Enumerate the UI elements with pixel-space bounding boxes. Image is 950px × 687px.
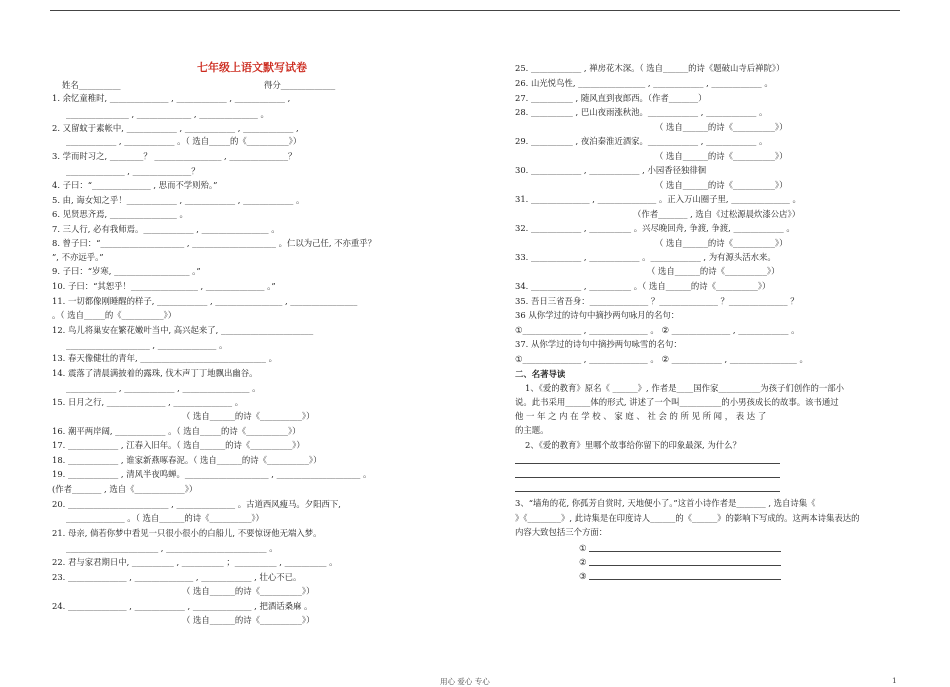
right-line: 27. __________ , 随风直到夜郎西。（作者_______） (515, 93, 707, 103)
page-number: 1 (892, 676, 897, 685)
left-line: 8. 曾子曰：“____________________ , ____________________ 。仁以为己任, 不亦重乎？ (52, 238, 377, 248)
left-line: 20. ________________________ , ______________ 。古道西风瘦马。夕阳西下, (52, 499, 341, 509)
left-line: （ 选自______的诗《__________》） (182, 586, 315, 596)
answer-line[interactable] (515, 477, 780, 478)
left-line: (作者_______ , 选自《____________》） (52, 484, 198, 494)
right-line: 35. 吾日三省吾身：______________ ？______________ ？______________ ？ (515, 296, 799, 306)
list-marker: ② (579, 557, 587, 567)
answer-line[interactable] (589, 551, 781, 552)
right-line: 32. ____________ , __________ 。兴尽晚回舟, 争渡, 争渡, ____________ 。 (515, 223, 795, 233)
list-marker: ③ (579, 571, 587, 581)
right-line: 25. ____________ , 禅房花木深。（ 选自______的诗《题破山寺后禅院》） (515, 63, 785, 73)
right-line: ①______________ , ______________ 。 ② ____________ , ________________ 。 (515, 354, 808, 364)
right-line: 》《________》, 此诗集是在印度诗人______的《______》的影响下写成的。这两本诗集表达的 (515, 513, 860, 523)
left-line: 7. 三人行, 必有我师焉。____________ , ________________ 。 (52, 224, 280, 234)
right-line: （ 选自______的诗《__________》） (647, 266, 780, 276)
right-line: （ 选自______的诗《__________》） (655, 238, 788, 248)
left-line: 23. ______________ , ______________ , ____________ , 壮心不已。 (52, 572, 302, 582)
right-line: 33. ____________ , ____________ 。____________ , 为有源头活水来。 (515, 252, 776, 262)
left-line: 18. ____________ , 谁家新燕啄春泥。（ 选自______的诗《__________》） (52, 455, 322, 465)
right-line: 的主题。 (515, 425, 549, 435)
right-line: 28. __________ , 巴山夜雨涨秋池。____________ , ____________ 。 (515, 107, 768, 117)
left-line: 19. ____________ , 清风半夜鸣蝉。____________________ , ____________________ 。 (52, 469, 372, 479)
right-line: 2、《爱的教育》里哪个故事给你留下的印象最深, 为什么？ (525, 440, 741, 450)
left-line: ____________ , ____________ 。（ 选自_____的《__________》） (66, 136, 302, 146)
left-line: 12. 鸟儿将巢安在繁花嫩叶当中, 高兴起来了, ______________________ (52, 325, 314, 335)
left-line: 24. ______________ , ____________ , ______________ , 把酒话桑麻 。 (52, 601, 313, 611)
left-line: ____________ , ____________ , ________________ 。 (66, 383, 261, 393)
right-line: 3、“墙角的花, 你孤芳自赏时, 天地便小了。”这首小诗作者是_______ , 选自诗集《 (515, 498, 816, 508)
left-line: （ 选自______的诗《__________》） (182, 411, 315, 421)
left-line: 10. 子曰：“其恕乎！________________ , ______________ 。” (52, 281, 276, 291)
right-line: 26. 山光悦鸟性, ________________ , ____________ , ____________ 。 (515, 78, 773, 88)
right-line: 29. __________ , 夜泊秦淮近酒家。____________ , ____________ 。 (515, 136, 768, 146)
answer-line[interactable] (589, 579, 781, 580)
left-line: 11. 一切都像刚睡醒的样子, ____________ , ________________ , ________________ (52, 296, 358, 306)
right-line: 说。此书采用______体的形式, 讲述了一个叫__________的小男孩成长的故事。该书通过 (515, 397, 839, 407)
left-line: 16. 潮平两岸阔, ____________ 。（ 选自_____的诗《__________》） (52, 426, 301, 436)
left-line: ______________ 。（ 选自______的诗《__________》） (66, 513, 264, 523)
left-line: ______________ , ______________？ (66, 166, 200, 176)
left-line: 21. 母亲, 倘若你梦中看见一只很小很小的白船儿, 不要惊讶他无端入梦。 (52, 528, 322, 538)
left-line: 3. 学而时习之, ________？ ________________ , ______________？ (52, 151, 297, 161)
left-line: 9. 子曰：“岁寒, __________________ 。” (52, 266, 201, 276)
name-label: 姓名__________ (62, 80, 121, 90)
top-rule (50, 10, 900, 11)
right-line: （ 选自______的诗《__________》） (655, 122, 788, 132)
left-line: ______________________ , ________________________ 。 (66, 543, 278, 553)
left-line: ”, 不亦远乎。” (52, 252, 104, 262)
right-line: 他 一 年 之 内 在 学 校 、 家 庭 、 社 会 的 所 见 所 闻 ， 表 达 了 (515, 411, 767, 421)
right-line: 36 从你学过的诗句中摘抄两句咏月的名句： (515, 310, 680, 320)
left-line: 22. 君与家君期日中, __________ , __________ ；__________ , __________ 。 (52, 557, 338, 567)
left-line: 17. ____________ , 江春入旧年。（ 选自______的诗《__________》） (52, 440, 305, 450)
right-line: 内容大致包括三个方面： (515, 527, 608, 537)
right-line: （作者_______ , 选自《过松源晨炊漆公店》） (633, 209, 801, 219)
page-title: 七年级上语文默写试卷 (197, 61, 307, 74)
left-line: 6. 见贤思齐焉, ________________ 。 (52, 209, 188, 219)
right-line: 30. ____________ , ____________ , 小园香径独徘徊 (515, 165, 707, 175)
left-line: 4. 子曰：“______________ , 思而不学则殆。” (52, 180, 218, 190)
footer-text: 用心 爱心 专心 (440, 677, 490, 686)
section-heading: 二、名著导读 (515, 369, 566, 379)
right-line: 31. ______________ , ______________ 。正入万山圈子里, ______________ 。 (515, 194, 801, 204)
answer-line[interactable] (589, 565, 781, 566)
left-line: _______________ , _____________ , ______________ 。 (66, 109, 269, 119)
left-line: 。（ 选自_____的《__________》） (52, 310, 177, 320)
left-line: 15. 日月之行, ______________ , ______________ 。 (52, 397, 244, 407)
left-line: 2. 又留蚊于素帐中, ____________ , ____________ , ____________ , (52, 123, 299, 133)
list-marker: ① (579, 543, 587, 553)
left-line: （ 选自______的诗《__________》） (182, 615, 315, 625)
right-line: 34. ____________ , __________ 。（ 选自______的诗《__________》） (515, 281, 771, 291)
left-line: 13. 春天像健壮的青年, ______________________________ 。 (52, 353, 277, 363)
answer-line[interactable] (515, 463, 780, 464)
right-line: （ 选自______的诗《__________》） (655, 151, 788, 161)
right-line: 37. 从你学过的诗句中摘抄两句咏雪的名句： (515, 339, 682, 349)
answer-line[interactable] (515, 491, 780, 492)
left-line: ____________________ , ______________ 。 (66, 340, 228, 350)
right-line: ①______________ , ______________ 。 ② ______________ , ____________ 。 (515, 325, 800, 335)
score-label: 得分_____________ (264, 80, 336, 90)
left-line: 5. 由, 诲女知之乎！____________ , ____________ , ____________ 。 (52, 195, 305, 205)
left-line: 1. 余忆童稚时, ______________ , ____________ , ____________ , (52, 93, 291, 103)
left-line: 14. 震落了清晨满披着的露珠, 伐木声丁丁地飘出幽谷。 (52, 368, 258, 378)
right-line: （ 选自______的诗《__________》） (655, 180, 788, 190)
right-line: 1、《爱的教育》原名《 ______》, 作者是____国作家__________为孩子们创作的一部小 (525, 383, 844, 393)
